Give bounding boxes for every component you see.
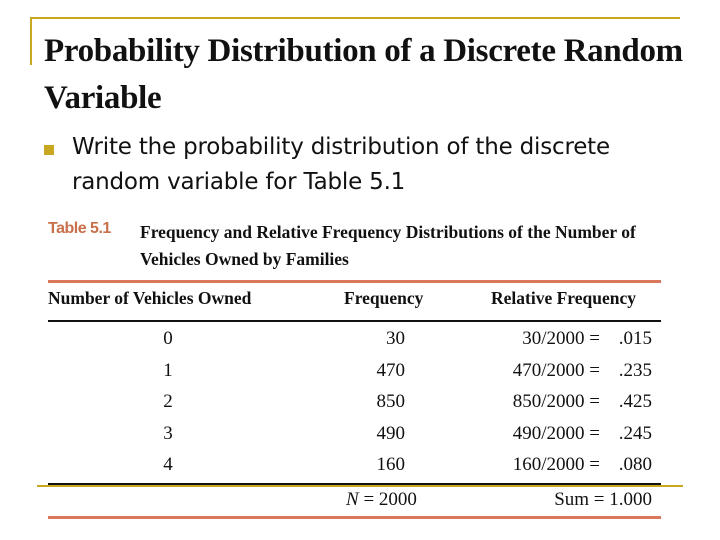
table-label: Table 5.1 [48, 220, 111, 237]
vehicles-cell: 2 [163, 391, 173, 412]
bullet-square-icon [44, 145, 54, 155]
relative-frequency-cell: .015 [618, 328, 652, 349]
total-n-value: = 2000 [363, 489, 417, 510]
table-caption: Frequency and Relative Frequency Distributions of the Number of Vehicles Owned by Families [140, 222, 636, 269]
frequency-cell: 470 [376, 359, 405, 381]
bottom-accent-line [37, 485, 683, 487]
header-frequency: Frequency [344, 288, 424, 308]
total-n-label: N [346, 489, 359, 510]
total-sum: Sum = 1.000 [554, 489, 652, 510]
header-rule [48, 320, 661, 322]
fraction-cell: 490/2000 = [512, 422, 600, 444]
relative-frequency-cell: .235 [618, 359, 652, 381]
bullet-text: Write the probability distribution of the discrete random variable for Table 5.1 [72, 134, 610, 195]
frequency-cell: 850 [376, 391, 405, 412]
relative-frequency-cell: .080 [618, 454, 652, 475]
fraction-cell: 470/2000 = [512, 359, 600, 381]
table-bottom-rule [48, 516, 661, 519]
left-accent-line [30, 17, 32, 65]
vehicles-cell: 0 [163, 328, 173, 349]
fraction-cell: 850/2000 = [512, 391, 600, 412]
header-relative-frequency: Relative Frequency [491, 288, 636, 308]
fraction-cell: 160/2000 = [512, 454, 600, 475]
fraction-cell: 30/2000 = [522, 328, 600, 349]
frequency-cell: 490 [376, 422, 405, 444]
total-rule [48, 483, 661, 485]
vehicles-cell: 4 [163, 454, 173, 475]
relative-frequency-cell: .245 [618, 422, 652, 444]
vehicles-cell: 3 [163, 422, 173, 444]
slide-title: Probability Distribution of a Discrete Random Variable [44, 33, 683, 116]
relative-frequency-cell: .425 [618, 391, 652, 412]
total-n [346, 489, 417, 511]
table-top-rule [48, 280, 661, 283]
frequency-cell: 30 [386, 328, 405, 349]
frequency-cell: 160 [376, 454, 405, 475]
top-accent-line [30, 17, 680, 19]
vehicles-cell: 1 [163, 359, 173, 381]
header-vehicles: Number of Vehicles Owned [48, 288, 252, 308]
